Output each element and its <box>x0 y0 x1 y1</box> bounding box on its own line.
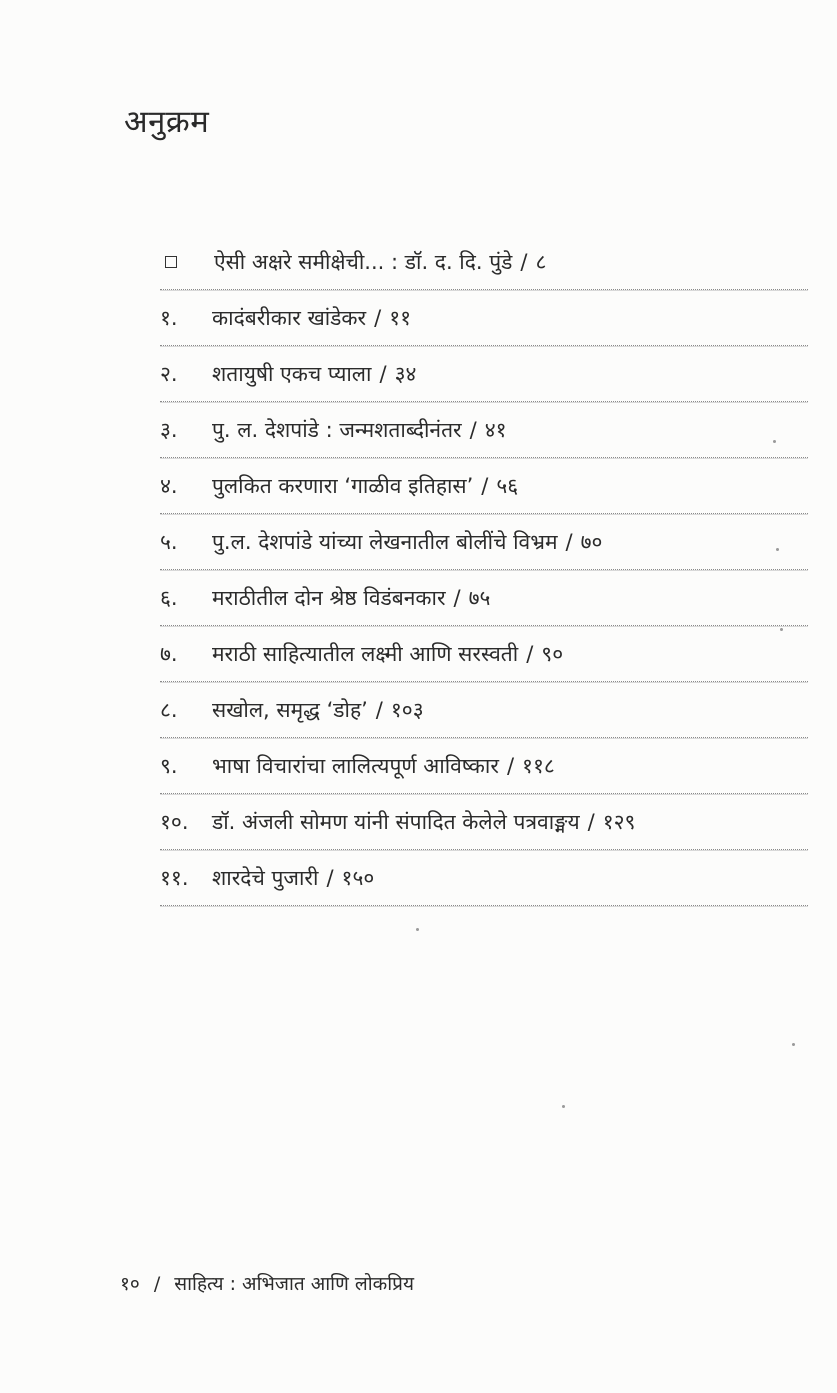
footer-book-title: साहित्य : अभिजात आणि लोकप्रिय <box>174 1273 414 1295</box>
toc-separator: / <box>379 361 387 386</box>
toc-separator: / <box>520 249 528 274</box>
toc-entry-page: ४१ <box>484 417 507 442</box>
toc-separator: / <box>565 529 573 554</box>
paper-speck <box>792 1043 795 1046</box>
toc-entry-number: ३. <box>160 417 178 442</box>
toc-entry-page: ११ <box>389 305 412 330</box>
toc-entry-page: ८ <box>535 249 547 274</box>
toc-entry-number: २. <box>160 361 178 386</box>
toc-entry-title: मराठीतील दोन श्रेष्ठ विडंबनकार <box>212 585 446 610</box>
square-bullet-icon <box>165 256 177 268</box>
page-title: अनुक्रम <box>124 104 210 140</box>
paper-speck <box>776 548 779 551</box>
toc-entry-title: डॉ. अंजली सोमण यांनी संपादित केलेले पत्रवाङ्मय <box>212 809 580 834</box>
page-footer <box>120 1270 414 1296</box>
paper-speck <box>773 440 776 443</box>
toc-entry-page: ७५ <box>468 585 491 610</box>
toc-entry-page: ११८ <box>522 753 555 778</box>
toc-separator: / <box>326 865 334 890</box>
toc-entry <box>160 402 808 458</box>
toc-entry-title: पु. ल. देशपांडे : जन्मशताब्दीनंतर <box>212 417 462 442</box>
toc-entry-number: ४. <box>160 473 178 498</box>
toc-entry-number: ११. <box>160 865 189 890</box>
toc-entry-page: ७० <box>580 529 603 554</box>
toc-entry-page: १०३ <box>390 697 424 722</box>
footer-separator: / <box>153 1273 161 1295</box>
toc-entry-title: शारदेचे पुजारी <box>212 865 319 890</box>
toc-entry <box>160 346 808 402</box>
footer-page-number: १० <box>120 1273 140 1295</box>
paper-speck <box>780 628 783 631</box>
paper-speck <box>416 928 419 931</box>
toc-separator: / <box>526 641 534 666</box>
paper-speck <box>562 1105 565 1108</box>
toc-entry-number: ५. <box>160 529 178 554</box>
toc-entry-title: मराठी साहित्यातील लक्ष्मी आणि सरस्वती <box>212 641 519 666</box>
toc-separator: / <box>506 753 515 778</box>
toc-entry <box>160 570 808 626</box>
toc-entry <box>160 682 808 738</box>
toc-entry <box>160 626 808 682</box>
toc-separator: / <box>481 473 489 498</box>
toc-separator: / <box>453 585 461 610</box>
toc-entry-title: ऐसी अक्षरे समीक्षेची... : डॉ. द. दि. पुंडे <box>214 249 513 274</box>
toc-entry-title: पु.ल. देशपांडे यांच्या लेखनातील बोलींचे विभ्रम <box>212 529 558 554</box>
toc-entry-page: ५६ <box>496 473 519 498</box>
toc-entry-number: १. <box>160 305 178 330</box>
toc-entry-page: १२९ <box>602 809 636 834</box>
toc-entry-page: ९० <box>541 641 564 666</box>
toc-separator: / <box>374 305 382 330</box>
toc-entry-title: पुलकित करणारा ‘गाळीव इतिहास’ <box>212 473 474 498</box>
toc-entry-page: १५० <box>341 865 375 890</box>
toc-separator: / <box>375 697 383 722</box>
toc-entry <box>160 738 808 794</box>
toc-entry <box>160 794 808 850</box>
toc-entry-number: ८. <box>160 697 178 722</box>
toc-entry-number: १०. <box>160 809 189 834</box>
toc-entry-page: ३४ <box>394 361 417 386</box>
toc-entry-title: शतायुषी एकच प्याला <box>212 361 372 386</box>
toc-entry-title: कादंबरीकार खांडेकर <box>212 305 367 330</box>
toc-entry-number: ९. <box>160 753 178 778</box>
toc-entry-number: ६. <box>160 585 178 610</box>
toc-entry <box>160 514 808 570</box>
toc-entry <box>160 850 808 906</box>
table-of-contents <box>160 234 808 906</box>
toc-entry-preface <box>160 234 808 290</box>
toc-entry-title: सखोल, समृद्ध ‘डोह’ <box>212 697 368 722</box>
toc-entry <box>160 458 808 514</box>
toc-separator: / <box>469 417 477 442</box>
toc-entry <box>160 290 808 346</box>
toc-entry-title: भाषा विचारांचा लालित्यपूर्ण आविष्कार <box>212 753 499 778</box>
toc-entry-number: ७. <box>160 641 178 666</box>
toc-separator: / <box>587 809 595 834</box>
